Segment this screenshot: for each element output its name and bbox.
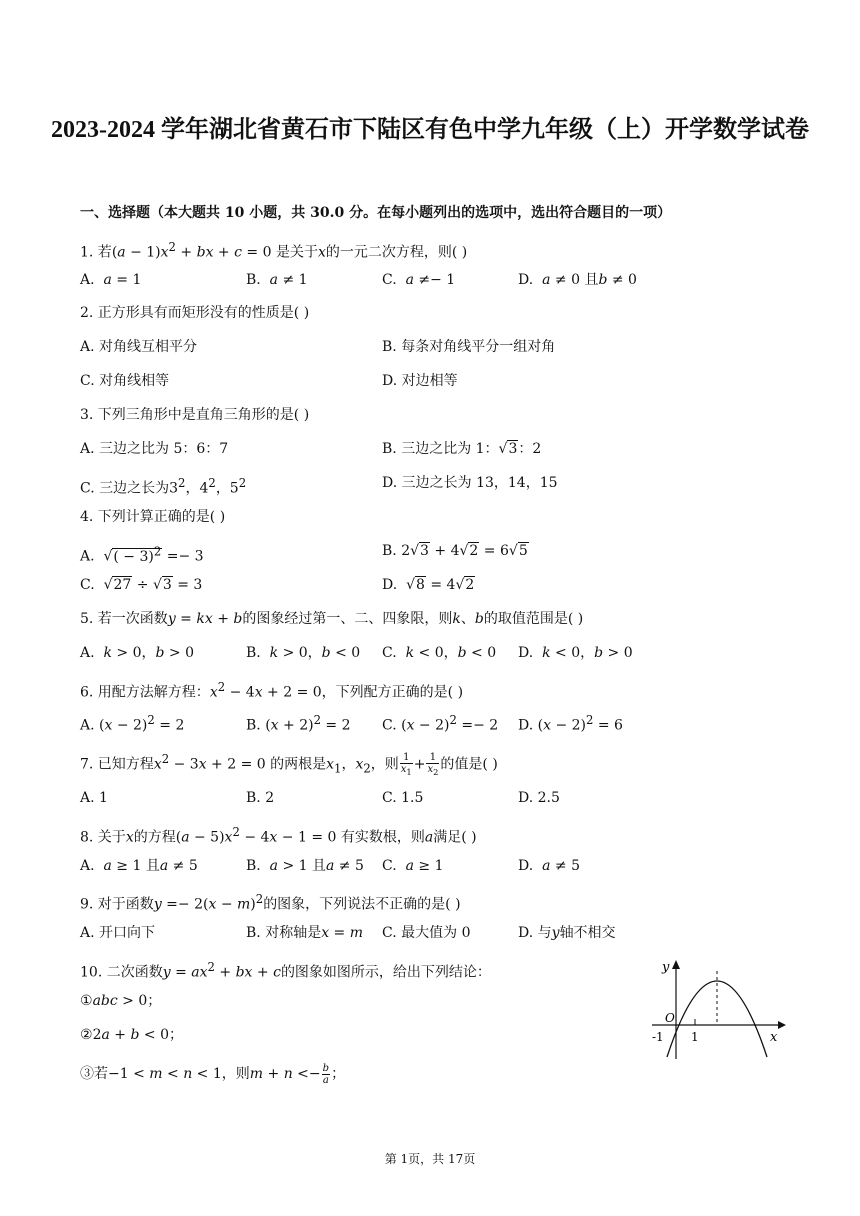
- question-4-option-d: D. √8 = 4√2: [382, 577, 475, 593]
- question-1-stem: 1. 若$(a - 1)x^2$ + bx + c = 0 是关于x的一元二次方程，则( ): [80, 240, 468, 261]
- question-9-option-d: D. 与y轴不相交: [518, 925, 616, 941]
- question-4-option-c: C. √27 ÷ √3 = 3: [80, 577, 203, 593]
- question-1-option-c: C. a ≠− 1: [382, 272, 456, 288]
- question-10-conclusion-3: ③若−1 < m < n < 1，则m + n <− $\frac{b}{a}$ ；: [80, 1062, 346, 1086]
- question-9-option-b: B. 对称轴是x = m: [246, 925, 364, 941]
- question-5-option-b: B. k > 0，b < 0: [246, 645, 361, 661]
- question-4-option-a: A. √( − 3)$^2$ =− 3: [80, 544, 204, 565]
- question-9-option-a: A. 开口向下: [80, 925, 156, 941]
- question-7-option-d: D. 2.5: [518, 790, 560, 806]
- question-3-option-c: C. 三边之长为$3^2$，$4^2$，$5^2$: [80, 476, 247, 497]
- question-6-option-c: C. $(x - 2)^2 =- 2$: [382, 713, 499, 734]
- question-4-option-b: B. 2√3 + 4√2 = 6√5: [382, 543, 528, 559]
- question-8-option-d: D. a ≠ 5: [518, 858, 580, 874]
- question-3-stem: 3. 下列三角形中是直角三角形的是( ): [80, 407, 310, 423]
- question-2-option-c: C. 对角线相等: [80, 373, 170, 389]
- question-5-option-a: A. k > 0，b > 0: [80, 645, 195, 661]
- page-footer: 第 1页，共 17页: [384, 1152, 476, 1166]
- section-heading: 一、选择题（本大题共 10 小题，共 30.0 分。在每小题列出的选项中，选出符合题目的一项）: [80, 205, 672, 221]
- question-7-stem: 7. 已知方程$x^2 - 3x + 2 = 0$ 的两根是$x_1$，$x_2$，则 $\frac{1}{x_1}$ + $\frac{1}{x_2}$ 的值是( ): [80, 751, 498, 777]
- question-6-option-d: D. $(x - 2)^2 = 6$: [518, 713, 623, 734]
- one-label: 1: [691, 1030, 699, 1044]
- question-5-stem: 5. 若一次函数y = kx + b的图象经过第一、二、四象限，则k、b的取值范围是( ): [80, 611, 584, 627]
- question-10-conclusion-2: ②2a + b < 0；: [80, 1027, 183, 1043]
- question-10-stem: 10. 二次函数$y = ax^2$ + bx + c的图象如图所示，给出下列结论：: [80, 960, 491, 981]
- question-3-option-a: A. 三边之比为 5：6：7: [80, 441, 229, 457]
- y-label: y: [662, 960, 670, 975]
- question-6-stem: 6. 用配方法解方程：$x^2 - 4x + 2 = 0$，下列配方正确的是( ): [80, 680, 464, 701]
- question-8-stem: 8. 关于x的方程$(a - 5)x^2 - 4x - 1 = 0$ 有实数根，则a满足( ): [80, 825, 477, 846]
- question-9-option-c: C. 最大值为 0: [382, 925, 471, 941]
- page-title: 2023-2024 学年湖北省黄石市下陆区有色中学九年级（上）开学数学试卷: [51, 117, 809, 143]
- question-8-option-a: A. a ≥ 1 且a ≠ 5: [80, 858, 198, 874]
- question-6-option-a: A. $(x - 2)^2 = 2$: [80, 713, 185, 734]
- question-5-option-d: D. k < 0，b > 0: [518, 645, 633, 661]
- question-1-option-d: D. a ≠ 0 且b ≠ 0: [518, 272, 637, 288]
- question-2-stem: 2. 正方形具有而矩形没有的性质是( ): [80, 305, 310, 321]
- question-8-option-b: B. a > 1 且a ≠ 5: [246, 858, 364, 874]
- question-4-stem: 4. 下列计算正确的是( ): [80, 509, 226, 525]
- question-1-option-a: A. a = 1: [80, 272, 142, 288]
- question-10-conclusion-1: ①abc > 0；: [80, 993, 162, 1009]
- x-axis-arrow: [778, 1021, 786, 1029]
- question-3-option-d: D. 三边之长为 13，14，15: [382, 475, 558, 491]
- question-9-stem: 9. 对于函数$y =- 2(x - m)^2$的图象，下列说法不正确的是( ): [80, 892, 461, 913]
- question-3-option-b: B. 三边之比为 1：√3：2: [382, 441, 542, 457]
- y-axis-arrow: [672, 960, 680, 969]
- question-7-option-a: A. 1: [80, 790, 108, 806]
- neg-one-label: -1: [652, 1030, 664, 1044]
- question-6-option-b: B. $(x + 2)^2 = 2$: [246, 713, 351, 734]
- question-2-option-a: A. 对角线互相平分: [80, 339, 198, 355]
- question-1-option-b: B. a ≠ 1: [246, 272, 308, 288]
- parabola-graph: [640, 955, 790, 1065]
- question-5-option-c: C. k < 0，b < 0: [382, 645, 497, 661]
- question-2-option-b: B. 每条对角线平分一组对角: [382, 339, 556, 355]
- x-label: x: [770, 1030, 778, 1045]
- origin-label: O: [665, 1011, 675, 1025]
- question-2-option-d: D. 对边相等: [382, 373, 458, 389]
- question-8-option-c: C. a ≥ 1: [382, 858, 444, 874]
- question-7-option-b: B. 2: [246, 790, 275, 806]
- question-7-option-c: C. 1.5: [382, 790, 424, 806]
